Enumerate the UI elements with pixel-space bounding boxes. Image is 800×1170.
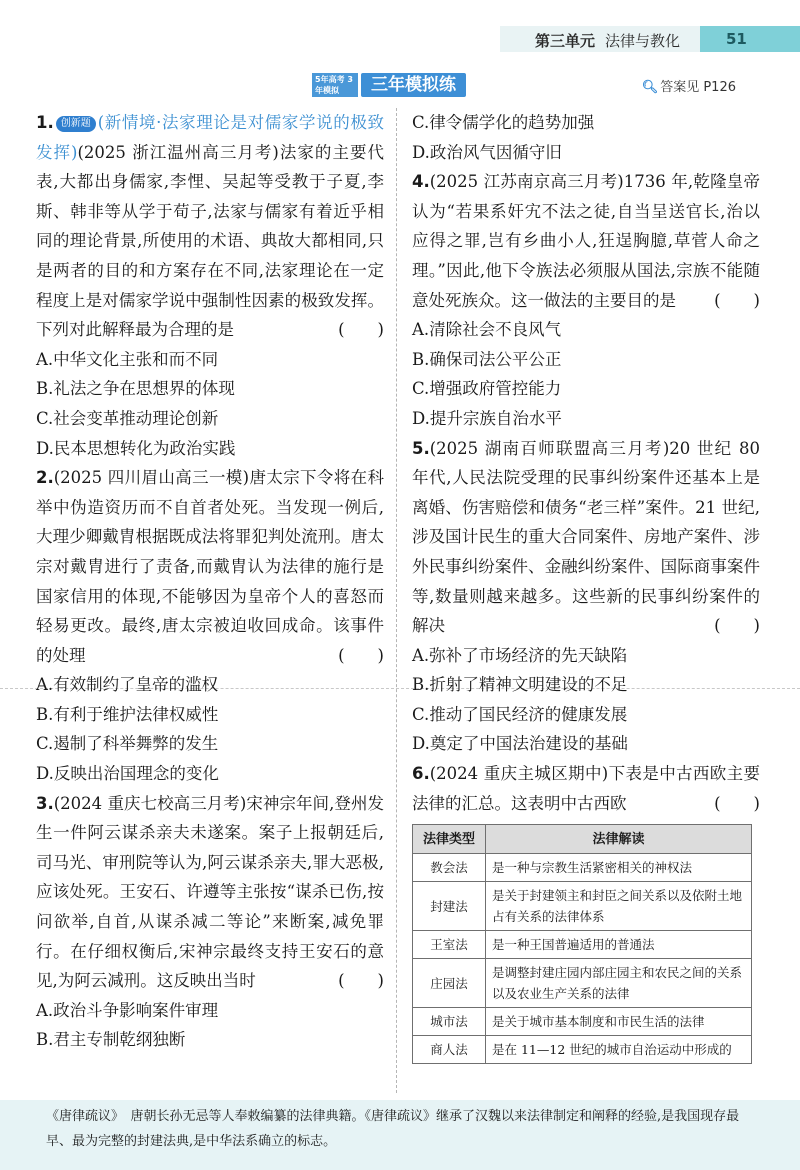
question-number: 2. [36,468,54,488]
search-icon: 🔍︎ [641,80,659,95]
table-cell: 王室法 [413,931,486,959]
table-row [413,931,752,959]
option-d: D.政治风气因循守旧 [412,142,562,162]
option-d: D.反映出治国理念的变化 [36,764,219,784]
table-cell: 教会法 [413,854,486,882]
question-number: 6. [412,764,430,784]
option-a: A.清除社会不良风气 [412,320,562,340]
option-a: A.中华文化主张和而不同 [36,349,219,369]
question-source: (2024 重庆七校高三月考) [53,793,247,813]
question-stem: 唐太宗下令将在科举中伪造资历而不自首者处死。当发现一例后,大理少卿戴胄根据既成法将罪犯判处流刑。唐太宗对戴胄进行了责备,而戴胄认为法律的施行是国家信用的体现,不能够因为皇帝个人的喜怒而轻易更改。最终,唐太宗被迫收回成命。该事件的处理 [36,468,384,665]
table-cell: 是关于城市基本制度和市民生活的法律 [486,1008,752,1036]
table-row [413,882,752,931]
section-label: 三年模拟练 [361,73,466,97]
table-cell: 是关于封建领主和封臣之间关系以及依附土地占有关系的法律体系 [486,882,752,931]
question-stem: 20 世纪 80 年代,人民法院受理的民事纠纷案件还基本上是离婚、伤害赔偿和债务“老三样”案件。21 世纪,涉及国计民生的重大合同案件、房地产案件、涉外民事纠纷案件、金融纠纷案件、国际商事案件等,数量则越来越多。这些新的民事纠纷案件的解决 [412,438,760,636]
question-number: 4. [412,172,430,192]
answer-blank: ( ) [338,645,384,665]
option-c: C.推动了国民经济的健康发展 [412,704,628,724]
brand-logo: 5年高考 3年模拟 [312,73,358,97]
right-column [412,108,760,1064]
option-d: D.提升宗族自治水平 [412,408,562,428]
option-a: A.弥补了市场经济的先天缺陷 [412,645,628,665]
option-b: B.君主专制乾纲独断 [36,1030,186,1050]
table-header-row [413,825,752,854]
table-cell: 封建法 [413,882,486,931]
table-cell: 是一种与宗教生活紧密相关的神权法 [486,854,752,882]
table-cell: 是一种王国普遍适用的普通法 [486,931,752,959]
law-table [412,824,752,1064]
question-6 [412,759,760,818]
question-source: (2025 湖南百师联盟高三月考) [429,438,670,458]
answer-blank: ( ) [714,290,760,310]
option-c: C.律令儒学化的趋势加强 [412,113,595,132]
option-d: D.奠定了中国法治建设的基础 [412,734,628,754]
table-cell: 是调整封建庄园内部庄园主和农民之间的关系以及农业生产关系的法律 [486,959,752,1008]
question-context: (新情境·法家理论是对儒家学说的极致发挥) [36,113,384,162]
answer-blank: ( ) [714,616,760,636]
question-number: 1. [36,113,54,132]
question-source: (2025 浙江温州高三月考) [77,142,279,162]
table-row [413,1008,752,1036]
question-stem: 1736 年,乾隆皇帝认为“若果系奸宄不法之徒,自当呈送官长,治以应得之罪,岂有乡曲小人,狂逞胸臆,草菅人命之理。”因此,他下令族法必须服从国法,宗族不能随意处死族众。这一做法的主要目的是 [412,172,760,310]
question-source: (2025 江苏南京高三月考) [429,172,624,192]
question-number: 3. [36,793,54,813]
header-chapter: 法律与教化 [604,32,680,50]
footer-note: 《唐律疏议》 唐朝长孙无忌等人奉敕编纂的法律典籍。《唐律疏议》继承了汉魏以来法律制定和阐释的经验,是我国现存最早、最为完整的封建法典,是中华法系确立的标志。 [46,1109,740,1149]
option-b: B.礼法之争在思想界的体现 [36,379,235,399]
table-cell: 庄园法 [413,959,486,1008]
option-a: A.有效制约了皇帝的滥权 [36,675,219,695]
question-number: 5. [412,438,430,458]
header-unit: 第三单元 [534,32,595,50]
question-stem: 宋神宗年间,登州发生一件阿云谋杀亲夫未遂案。案子上报朝廷后,司马光、审刑院等认为,阿云谋杀亲夫,罪大恶极,应该处死。王安石、许遵等主张按“谋杀已伤,按问欲举,自首,从谋杀减二等论”来断案,减免罪行。在仔细权衡后,宋神宗最终支持王安石的意见,为阿云减刑。这反映出当时 [36,793,384,991]
question-5 [412,434,760,641]
answer-reference [642,76,736,95]
option-b: B.有利于维护法律权威性 [36,704,219,724]
option-a: A.政治斗争影响案件审理 [36,1000,219,1020]
answer-ref-text: 答案见 P126 [660,80,736,95]
question-1 [36,108,384,345]
section-title [312,72,466,98]
left-column [36,108,384,1055]
table-row [413,959,752,1008]
option-c: C.社会变革推动理论创新 [36,408,219,428]
question-2 [36,463,384,670]
question-stem: 法家的主要代表,大都出身儒家,李悝、吴起等受教于子夏,李斯、韩非等从学于荀子,法家与儒家有着近乎相同的理论背景,所使用的术语、典故大都相同,只是两者的目的和方案存在不同,法家理论在一定程度上是对儒家学说中强制性因素的极致发挥。下列对此解释最为合理的是 [36,142,384,340]
table-row [413,1036,752,1064]
question-3 [36,789,384,996]
table-cell: 商人法 [413,1036,486,1064]
question-source: (2024 重庆主城区期中) [429,764,609,784]
table-row [413,854,752,882]
option-c: C.遏制了科举舞弊的发生 [36,734,219,754]
column-divider [396,108,397,1093]
answer-blank: ( ) [338,320,384,340]
answer-blank: ( ) [338,971,384,991]
question-stem: 下表是中古西欧主要法律的汇总。这表明中古西欧 [412,764,760,813]
header-title [535,30,680,51]
option-b: B.折射了精神文明建设的不足 [412,675,628,695]
option-c: C.增强政府管控能力 [412,379,562,399]
page-number: 51 [700,26,800,52]
table-header: 法律类型 [413,825,486,854]
table-header: 法律解读 [486,825,752,854]
table-cell: 是在 11—12 世纪的城市自治运动中形成的 [486,1036,752,1064]
answer-blank: ( ) [714,793,760,813]
table-cell: 城市法 [413,1008,486,1036]
option-d: D.民本思想转化为政治实践 [36,438,236,458]
option-b: B.确保司法公平公正 [412,349,562,369]
question-4 [412,167,760,315]
question-source: (2025 四川眉山高三一模) [53,468,250,488]
innovation-tag: 创新题 [56,116,96,132]
